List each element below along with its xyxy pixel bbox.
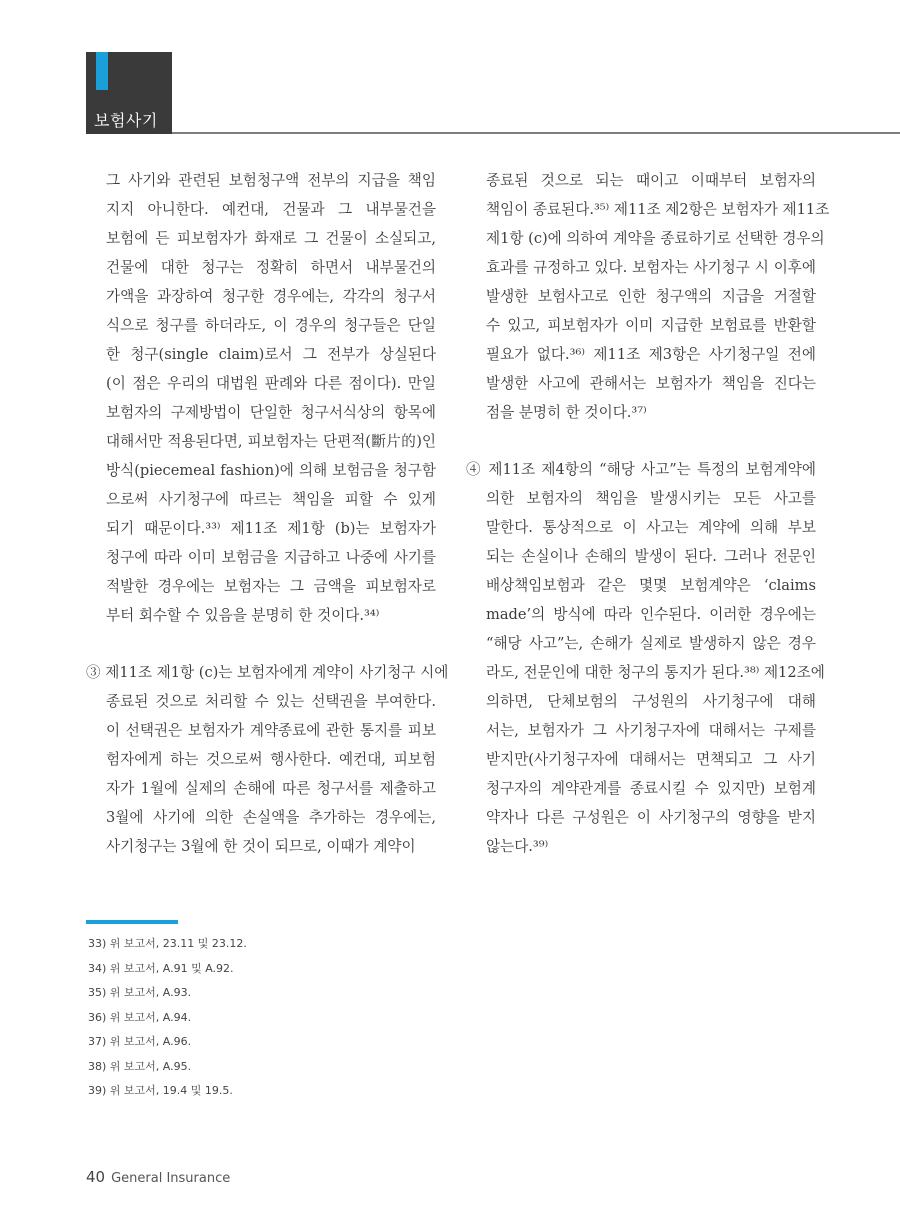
text-line: 발생한 사고에 관해서는 보험자가 책임을 진다는 [486,375,816,392]
page-number: 40 [86,1168,106,1186]
text-line: made’의 방식에 따라 인수된다. 이러한 경우에는 [486,606,816,623]
footnote-item: 38) 위 보고서, A.95. [88,1059,192,1073]
text-line: 발생한 보험사고로 인한 청구액의 지급을 거절할 [486,288,816,305]
text-line: 청구자의 계약관계를 종료시킬 수 있지만) 보험계 [486,780,816,797]
text-line: 대해서만 적용된다면, 피보험자는 단편적(斷片的)인 [106,433,436,450]
paragraph-gap [106,630,436,658]
footnote-item: 35) 위 보고서, A.93. [88,986,192,999]
footnotes [88,932,247,1104]
text-line: 한 청구(single claim)로서 그 전부가 상실된다 [106,346,436,363]
right-text-column [466,166,830,861]
text-line: 점을 분명히 한 것이다.³⁷⁾ [486,404,647,421]
header-divider [172,132,900,134]
text-line: 가액을 과장하여 청구한 경우에는, 각각의 청구서 [106,288,436,305]
text-line: (이 점은 우리의 대법원 판례와 다른 점이다). 만일 [106,375,436,392]
text-line: 책임이 종료된다.³⁵⁾ 제11조 제2항은 보험자가 제11조 [486,201,830,218]
text-line: 약자나 다른 구성원은 이 사기청구의 영향을 받지 [486,809,816,826]
text-line: 종료된 것으로 되는 때이고 이때부터 보험자의 [486,172,816,189]
text-line: 지지 아니한다. 예컨대, 건물과 그 내부물건을 [106,201,436,218]
text-line: 의한 보험자의 책임을 발생시키는 모든 사고를 [486,490,816,507]
footnote-item: 33) 위 보고서, 23.11 및 23.12. [88,937,247,950]
left-text-column [86,166,449,861]
text-line: 종료된 것으로 처리할 수 있는 선택권을 부여한다. [106,693,436,710]
text-line: 적발한 경우에는 보험자는 그 금액을 피보험자로 [106,578,436,595]
text-line: 으로써 사기청구에 따르는 책임을 피할 수 있게 [106,491,436,508]
footnote-item: 36) 위 보고서, A.94. [88,1010,192,1024]
text-line: 보험에 든 피보험자가 화재로 그 건물이 소실되고, [106,230,436,247]
footnote-item: 37) 위 보고서, A.96. [88,1035,192,1048]
page-footer [86,1168,230,1186]
text-line: 배상책임보험과 같은 몇몇 보험계약은 ‘claims [486,577,816,594]
text-line: 서는, 보험자가 그 사기청구자에 대해서는 구제를 [486,722,816,739]
publication-name: General Insurance [111,1171,231,1186]
text-line: 방식(piecemeal fashion)에 의해 보험금을 청구함 [106,462,436,479]
footnote-item: 34) 위 보고서, A.91 및 A.92. [88,961,234,975]
text-line: 효과를 규정하고 있다. 보험자는 사기청구 시 이후에 [486,259,816,276]
text-line: 이 선택권은 보험자가 계약종료에 관한 통지를 피보 [106,722,436,739]
text-line: 험자에게 하는 것으로써 행사한다. 예컨대, 피보험 [106,751,436,768]
text-line: 의하면, 단체보험의 구성원의 사기청구에 대해 [486,693,816,710]
text-line: 식으로 청구를 하더라도, 이 경우의 청구들은 단일 [106,317,436,334]
text-line: 되기 때문이다.³³⁾ 제11조 제1항 (b)는 보험자가 [106,520,436,537]
text-line: ④ 제11조 제4항의 “해당 사고”는 특정의 보험계약에 [466,461,816,478]
text-line: 보험자의 구제방법이 단일한 청구서식상의 항목에 [106,404,436,421]
text-line: ③ 제11조 제1항 (c)는 보험자에게 계약이 사기청구 시에 [86,664,449,681]
text-line: 되는 손실이나 손해의 발생이 된다. 그러나 전문인 [486,548,816,565]
footnote-divider [86,920,178,924]
text-line: 자가 1월에 실제의 손해에 따른 청구서를 제출하고 [106,780,436,797]
text-line: 부터 회수할 수 있음을 분명히 한 것이다.³⁴⁾ [106,607,380,624]
text-line: 3월에 사기에 의한 손실액을 추가하는 경우에는, [106,809,436,826]
text-line: “해당 사고”는, 손해가 실제로 발생하지 않은 경우 [486,635,816,652]
text-line: 청구에 따라 이미 보험금을 지급하고 나중에 사기를 [106,549,436,566]
text-line: 그 사기와 관련된 보험청구액 전부의 지급을 책임 [106,172,436,189]
text-line: 받지만(사기청구자에 대해서는 면책되고 그 사기 [486,751,816,768]
text-line: 않는다.³⁹⁾ [486,838,549,855]
text-line: 제1항 (c)에 의하여 계약을 종료하기로 선택한 경우의 [486,230,825,247]
text-line: 말한다. 통상적으로 이 사고는 계약에 의해 부보 [486,519,816,536]
text-line: 라도, 전문인에 대한 청구의 통지가 된다.³⁸⁾ 제12조에 [486,664,825,681]
text-line: 수 있고, 피보험자가 이미 지급한 보험료를 반환할 [486,317,816,334]
section-title: 보험사기 [94,111,158,130]
paragraph-gap [486,427,816,455]
text-line: 사기청구는 3월에 한 것이 되므로, 이때가 계약이 [106,838,416,855]
text-line: 건물에 대한 청구는 정확히 하면서 내부물건의 [106,259,436,276]
footnote-item: 39) 위 보고서, 19.4 및 19.5. [88,1084,233,1097]
text-line: 필요가 없다.³⁶⁾ 제11조 제3항은 사기청구일 전에 [486,346,816,363]
header-accent-bar [96,52,108,90]
